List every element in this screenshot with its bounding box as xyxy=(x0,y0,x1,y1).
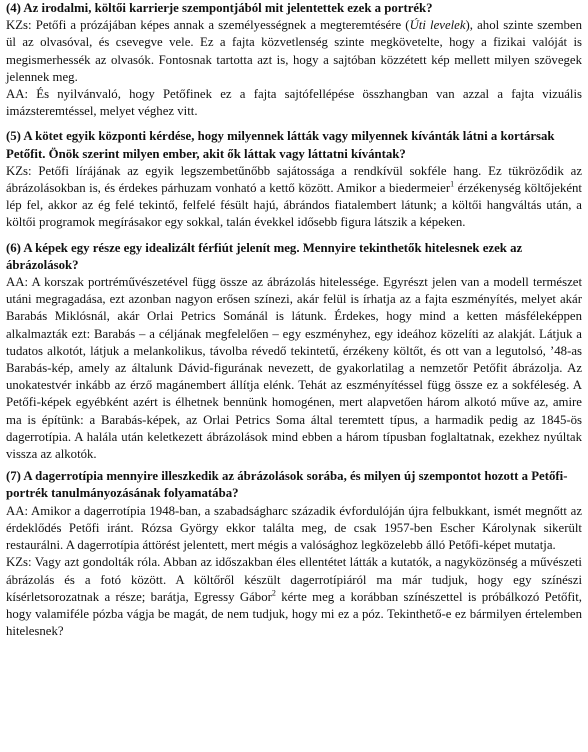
footnote-mark-1[interactable]: 1 xyxy=(450,179,455,189)
question-5-heading: (5) A kötet egyik központi kérdése, hogy milyennek látták vagy milyennek kívánták látni a kortársak Petőfit. Önök szerint milyen ember, akit ők láttak vagy láttatni kívántak? xyxy=(6,129,555,161)
kzs-answer-5 xyxy=(6,163,582,232)
kzs-answer-5-part-2: érzékenység költőjeként lép fel, akkor az ég felé tekintő, felfelé fésült hajú, ábrándos fiatalembert látunk; a költői hangváltás után, a költői programok megírásakor egy sokkal, talán évekkel idősebb figura látszik a képeken. xyxy=(6,181,582,230)
question-7-heading: (7) A dagerrotípia mennyire illeszkedik az ábrázolások sorába, és milyen új szempontot hozott a Petőfi-portrék tanulmányozásának folyamatába? xyxy=(6,469,568,501)
section-question-5 xyxy=(6,128,582,231)
kzs-answer-7-part-1: KZs: Vagy azt gondolták róla. Abban az időszakban éles ellentétet látták a kutatók, a nagyközönség a művészeti ábrázolás és a fotó között. A költőről készült dagerrotípiáról ma már tudjuk, hogy egy színészi kísérletsorozatnak a része; barátja, Egressy Gábor xyxy=(6,555,582,604)
section-question-4 xyxy=(6,0,582,120)
question-6-heading: (6) A képek egy része egy idealizált férfiút jelenít meg. Mennyire tekinthetők hitelesnek ezek az ábrázolások? xyxy=(6,240,523,272)
book-title-uti-levelek: Úti levelek xyxy=(409,18,466,33)
section-question-7 xyxy=(6,468,582,640)
kzs-answer-4-part-1: KZs: Petőfi a prózájában képes annak a személyességnek a megteremtésére ( xyxy=(6,18,410,33)
aa-answer-6: AA: A korszak portréművészetével függ össze az ábrázolás hitelessége. Egyrészt jelen van a modell természet utáni megragadása, ezt azonban nagyon erősen színezi, akár felül is írhatja az a fajta eszményítés, melyet akár Barabás Miklósnál, akár Orlai Petrics Sománál is látunk. Érdekes, hogy mind a ketten másféleképpen alkalmazták ezt: Barabás – a céljának megfelelően – egy eszményhez, egy ideához közelíti az alakját. Látjuk a tudatos alkotót, látjuk a melankolikus, távolba révedő tekintetű, érzékeny költőt, és ott van a legutolsó, ’48-as Barabás-kép, amely az általunk Dávid-figurának nevezett, de gyakorlatilag a nemzetőr Petőfit ábrázolja. Az unokatestvér inkább az érző magánembert állítja elénk. Tehát az eszményítéssel függ össze ez a sokféleség. A Petőfi-képek egyébként azért is élhetnek bennünk homogénen, mert alapvetően három alkotó műve az, amire ma is építünk: a Barabás-képek, az Orlai Petrics Soma által teremtett típus, a harmadik pedig az 1845-ös dagerrotípia. A halála után keletkezett ábrázolások mind ebben a három típusban foglaltatnak, ezekhez nyúltak vissza az alkotók. xyxy=(6,275,582,462)
kzs-answer-5-part-1: KZs: Petőfi lírájának az egyik legszembetűnőbb sajátossága a rendkívül sokféle hang. Ez tükröződik az ábrázolásokban is, és érdekes párhuzam vonható a kettő között. Amikor a biedermeier xyxy=(6,163,582,196)
footnote-mark-2[interactable]: 2 xyxy=(271,588,276,598)
kzs-answer-4 xyxy=(6,17,582,86)
section-question-6 xyxy=(6,240,582,464)
aa-answer-7: AA: Amikor a dagerrotípia 1948-ban, a szabadságharc századik évfordulóján újra felbukkant, ismét megnőtt az érdeklődés Petőfi iránt. Rózsa György ekkor találta meg, de csak 1957-ben Escher Károlynak sikerült restaurálni. A dagerrotípia áttörést jelentett, mert mégis a valósághoz legközelebb álló Petőfi-képet mutatja. xyxy=(6,503,582,553)
question-4-heading: (4) Az irodalmi, költői karrierje szempontjából mit jelentettek ezek a portrék? xyxy=(6,1,433,15)
aa-answer-4: AA: És nyilvánvaló, hogy Petőfinek ez a fajta sajtófellépése összhangban van azzal a fajta vizuális imázsteremtéssel, melyet véghez vitt. xyxy=(6,87,582,119)
kzs-answer-7 xyxy=(6,554,582,640)
kzs-answer-4-part-2: ), ahol szinte szemben ül az olvasóval, és csevegve vele. Ez a fajta közvetlenség szinte megkövetelte, hogy a fizikai valóját is megismerhessék az olvasók. Fontosnak tartotta azt is, hogy a sajtóban közzétett kép mellett milyen szövegek jelennek meg. xyxy=(6,18,583,84)
kzs-answer-7-part-2: kérte meg a korábban színészettel is próbálkozó Petőfit, hogy valamiféle pózba vágja be magát, de nem tudjuk, hogy mi ez a póz. Tekinthető-e ez bármilyen értelemben hitelesnek? xyxy=(6,589,582,639)
